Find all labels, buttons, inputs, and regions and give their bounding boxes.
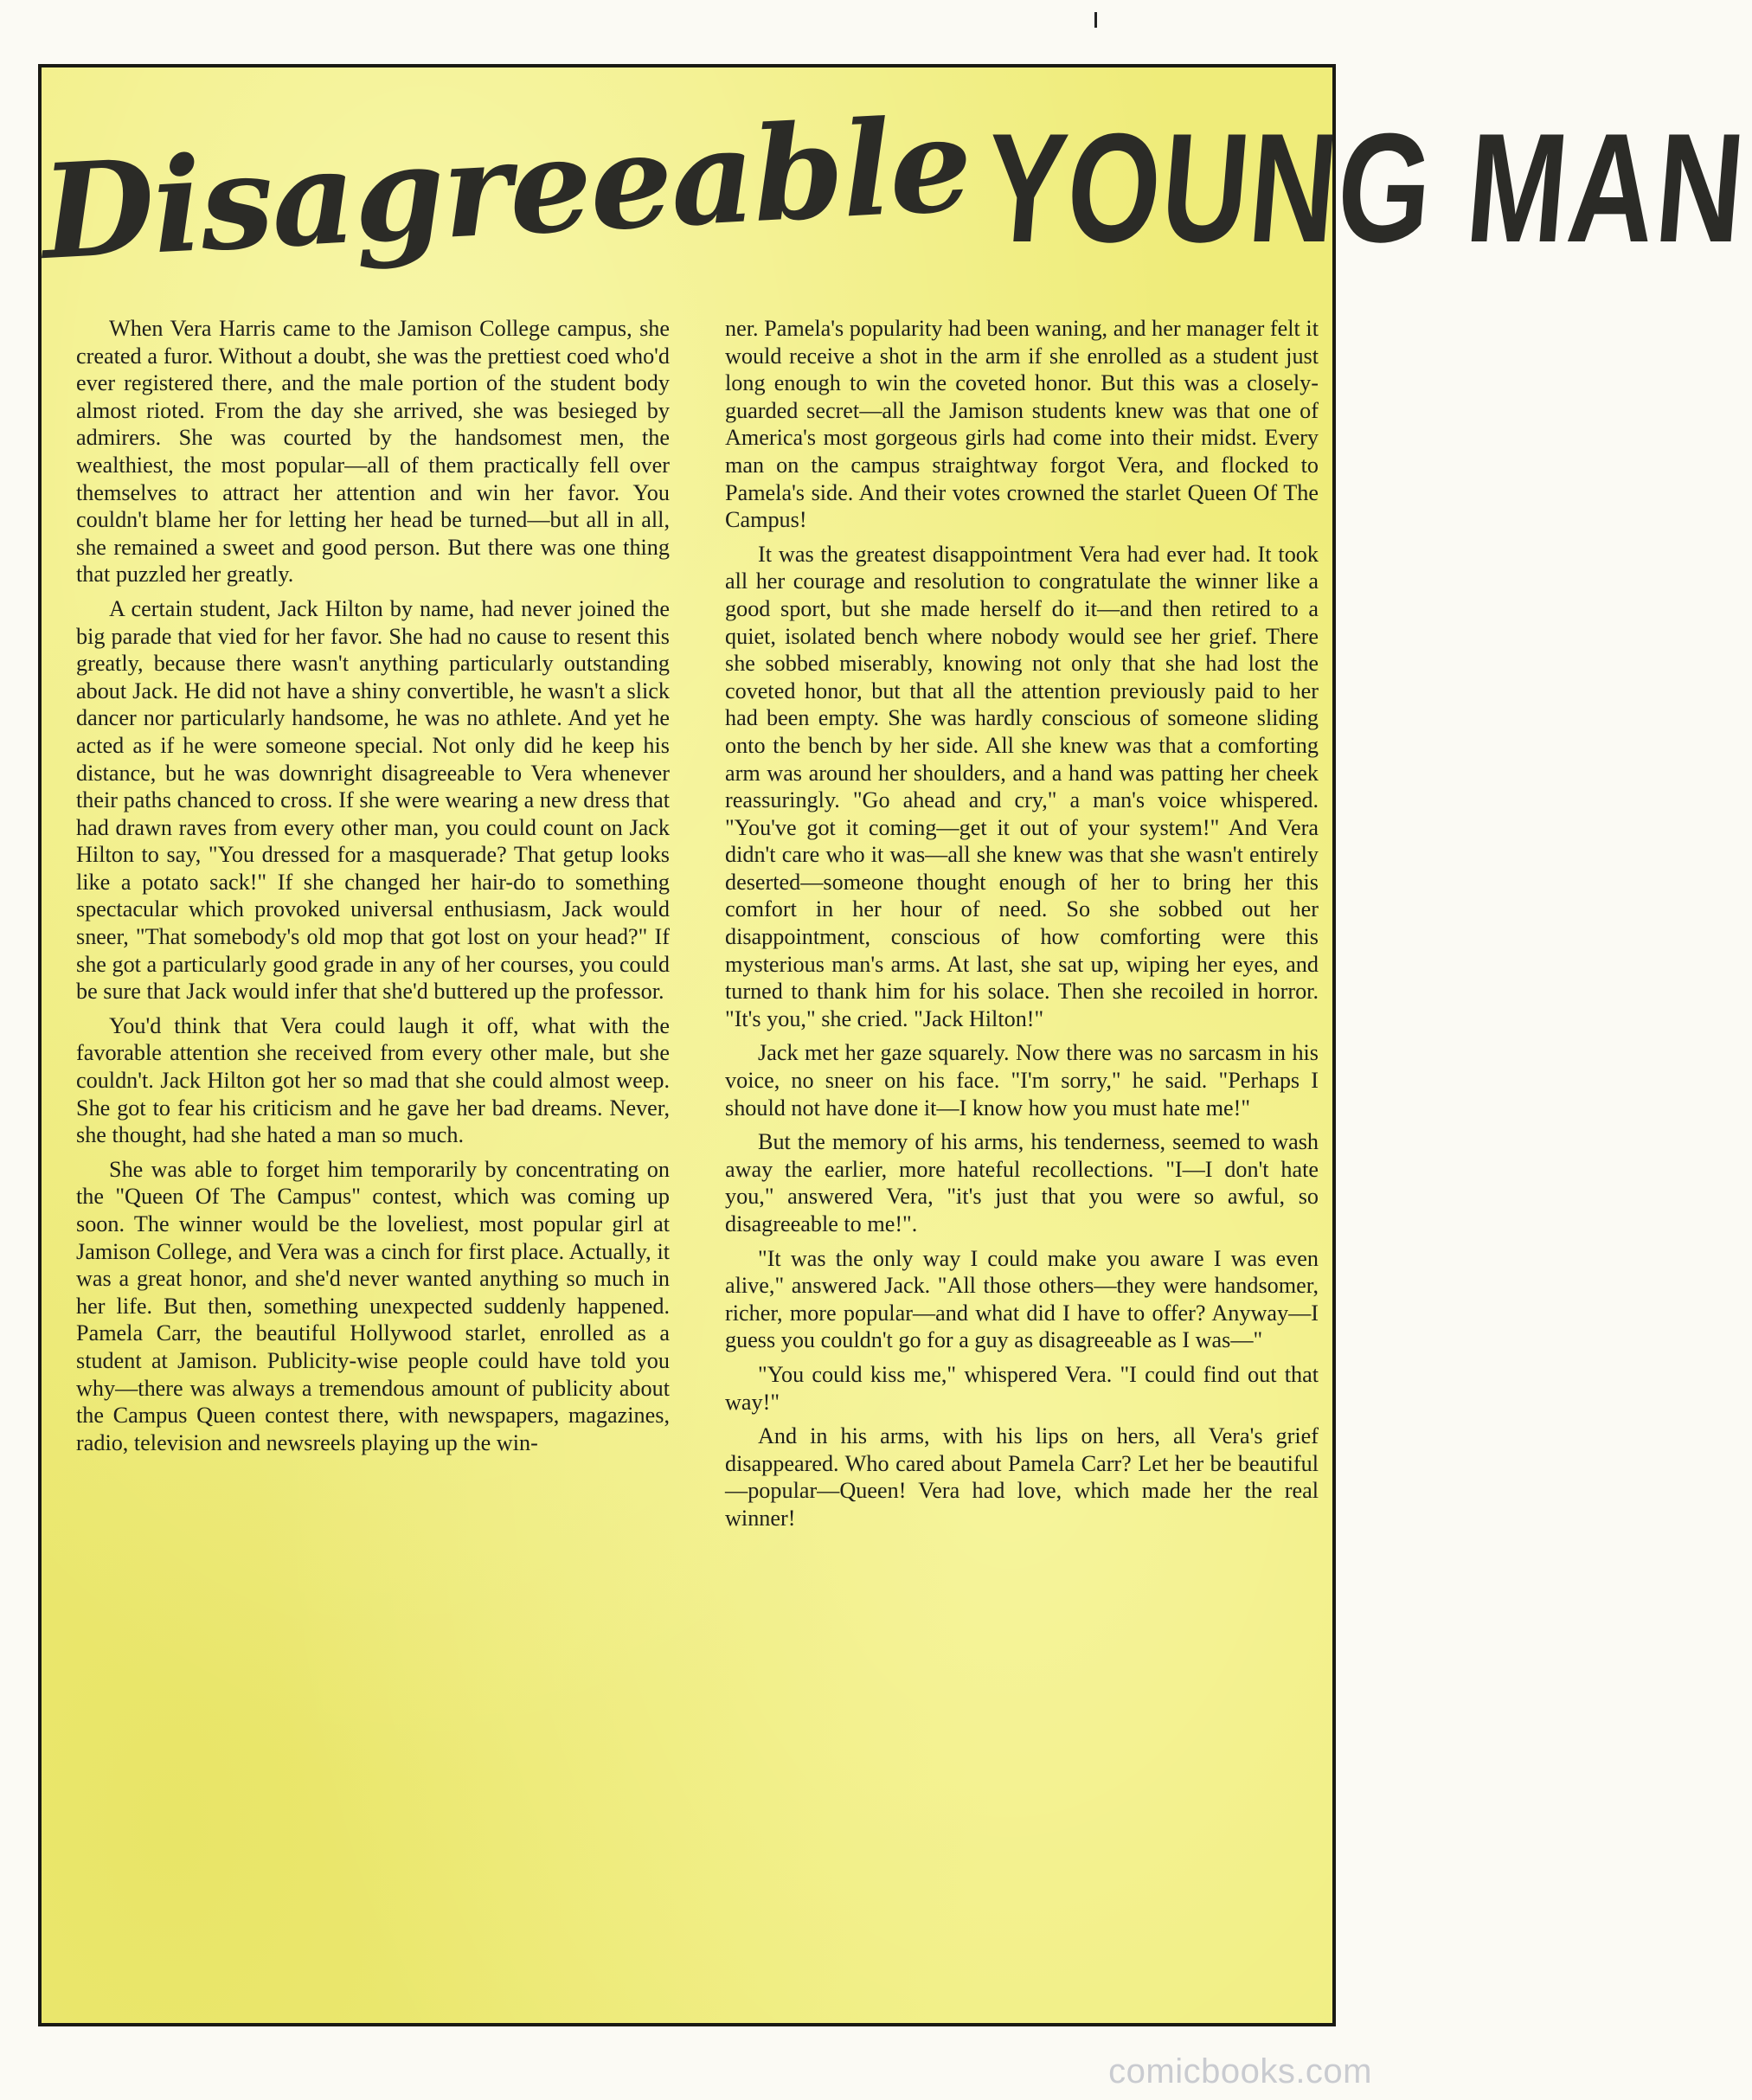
title-caps-words: YOUNG MAN: [979, 101, 1752, 275]
story-title: [38, 88, 1752, 311]
paragraph: A certain student, Jack Hilton by name, had never joined the big parade that vied for her favor. She had no cause to resent this greatly, because there wasn't anything particularly outstanding about Jack. He did not have a shiny convertible, he wasn't a slick dancer nor particularly handsome, he was no athlete. And yet he acted as if he were someone special. Not only did he keep his distance, but he was downright disagreeable to Vera whenever their paths chanced to cross. If she were wearing a new dress that had drawn raves from every other man, you could count on Jack Hilton to say, "You dressed for a masquerade? That getup looks like a potato sack!" If she changed her hair-do to something spectacular which provoked universal enthusiasm, Jack would sneer, "That somebody's old mop that got lost on your head?" If she got a particularly good grade in any of her courses, you could be sure that Jack would infer that she'd buttered up the professor.: [76, 595, 670, 1005]
paragraph: It was the greatest disappointment Vera had ever had. It took all her courage and resolution to congratulate the winner like a good sport, but she made herself do it—and then retired to a quiet, isolated bench where nobody would see her grief. There she sobbed miserably, knowing not only that she had lost the coveted honor, but that all the attention previously paid to her had been empty. She was hardly conscious of someone sliding onto the bench by her side. All she knew was that a comforting arm was around her shoulders, and a hand was patting her cheek reassuringly. "Go ahead and cry," a man's voice whispered. "You've got it coming—get it out of your system!" And Vera didn't care who it was—all she knew was that she wasn't entirely deserted—someone thought enough of her to bring her this comfort in her hour of need. So she sobbed out her disappointment, conscious of how comforting were this mysterious man's arms. At last, she sat up, wiping her eyes, and turned to thank him for his solace. Then she recoiled in horror. "It's you," she cried. "Jack Hilton!": [725, 541, 1319, 1031]
paragraph: But the memory of his arms, his tenderness, seemed to wash away the earlier, more hateful recollections. "I—I don't hate you," answered Vera, "it's just that you were so awful, so disagreeable to me!".: [725, 1129, 1319, 1236]
left-text-column: [76, 315, 670, 1463]
paragraph: She was able to forget him temporarily by concentrating on the "Queen Of The Campus" contest, which was coming up soon. The winner would be the loveliest, most popular girl at Jamison College, and Vera was a cinch for first place. Actually, it was a great honor, and she'd never wanted anything so much in her life. But then, something unexpected suddenly happened. Pamela Carr, the beautiful Hollywood starlet, enrolled as a student at Jamison. Publicity-wise people could have told you why—there was always a tremendous amount of publicity about the Campus Queen contest there, with newspapers, magazines, radio, television and newsreels playing up the win-: [76, 1156, 670, 1455]
right-text-column: [725, 315, 1319, 1539]
site-watermark: comicbooks.com: [1108, 2052, 1372, 2090]
title-script-word: Disagreeable: [38, 88, 974, 289]
ink-speck: [1094, 12, 1097, 28]
paragraph: When Vera Harris came to the Jamison College campus, she created a furor. Without a doubt, she was the prettiest coed who'd ever registered there, and the male portion of the student body almost rioted. From the day she arrived, she was besieged by admirers. She was courted by the handsomest men, the wealthiest, the most popular—all of them practically fell over themselves to attract her attention and win her favor. You couldn't blame her for letting her head be turned—but all in all, she remained a sweet and good person. But there was one thing that puzzled her greatly.: [76, 316, 670, 588]
story-panel: [38, 64, 1752, 2026]
paragraph: "It was the only way I could make you aware I was even alive," answered Jack. "All those others—they were handsomer, richer, more popular—and what did I have to offer? Anyway—I guess you couldn't go for a guy as disagreeable as I was—": [725, 1245, 1319, 1353]
paragraph: And in his arms, with his lips on hers, all Vera's grief disappeared. Who cared about Pamela Carr? Let her be beautiful—popular—Queen! Vera had love, which made her the real winner!: [725, 1423, 1319, 1531]
paragraph: "You could kiss me," whispered Vera. "I could find out that way!": [725, 1361, 1319, 1415]
paragraph: ner. Pamela's popularity had been waning, and her manager felt it would receive a shot in the arm if she enrolled as a student just long enough to win the coveted honor. But this was a closely-guarded secret—all the Jamison students knew was that one of America's most gorgeous girls had come into their midst. Every man on the campus straightway forgot Vera, and flocked to Pamela's side. And their votes crowned the starlet Queen Of The Campus!: [725, 316, 1319, 533]
paragraph: You'd think that Vera could laugh it off, what with the favorable attention she received from every other male, but she couldn't. Jack Hilton got her so mad that she could almost weep. She got to fear his criticism and he gave her bad dreams. Never, she thought, had she hated a man so much.: [76, 1012, 670, 1148]
paragraph: Jack met her gaze squarely. Now there was no sarcasm in his voice, no sneer on his face. "I'm sorry," he said. "Perhaps I should not have done it—I know how you must hate me!": [725, 1040, 1319, 1121]
